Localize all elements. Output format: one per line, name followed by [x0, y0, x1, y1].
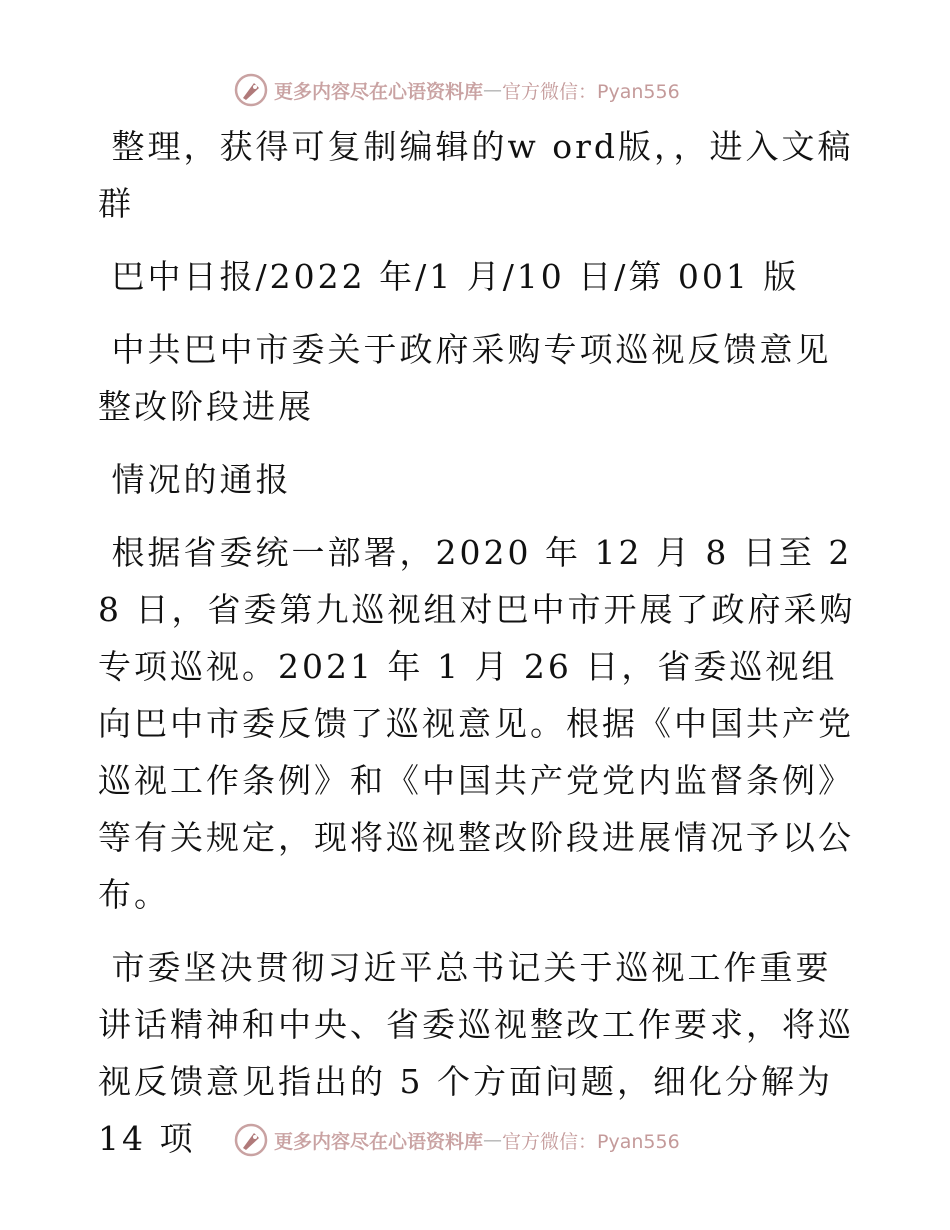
pen-nib-logo-icon	[234, 1123, 268, 1157]
watermark-contact-text: 官方微信：Pyan556	[502, 1130, 680, 1153]
document-body	[98, 118, 858, 1167]
paragraph-body-2: 市委坚决贯彻习近平总书记关于巡视工作重要讲话精神和中央、省委巡视整改工作要求，将巡视反馈意见指出的 5 个方面问题，细化分解为 14 项	[98, 948, 854, 1158]
footer-watermark	[234, 1122, 734, 1158]
header-watermark	[234, 72, 734, 108]
watermark-brand-text: 更多内容尽在心语资料库	[274, 80, 484, 103]
watermark-separator: —	[483, 1129, 503, 1151]
pen-nib-logo-icon	[234, 73, 268, 107]
watermark-brand-text: 更多内容尽在心语资料库	[274, 1130, 484, 1153]
paragraph-body-1: 根据省委统一部署，2020 年 12 月 8 日至 28 日，省委第九巡视组对巴中市开展了政府采购专项巡视。2021 年 1 月 26 日，省委巡视组向巴中市委反馈了巡视意见。根据《中国共产党巡视工作条例》和《中国共产党党内监督条例》等有关规定，现将巡视整改阶段进展情况予以公布。	[98, 533, 856, 914]
watermark-contact-text: 官方微信：Pyan556	[502, 80, 680, 103]
paragraph-title-line-1: 中共巴中市委关于政府采购专项巡视反馈意见整改阶段进展	[98, 330, 832, 426]
paragraph-title-line-2: 情况的通报	[98, 460, 292, 499]
paragraph-source-line: 巴中日报/2022 年/1 月/10 日/第 001 版	[98, 257, 800, 296]
watermark-separator: —	[483, 79, 503, 101]
paragraph-intro-note: 整理，获得可复制编辑的w ord版，，进入文稿群	[98, 127, 854, 223]
